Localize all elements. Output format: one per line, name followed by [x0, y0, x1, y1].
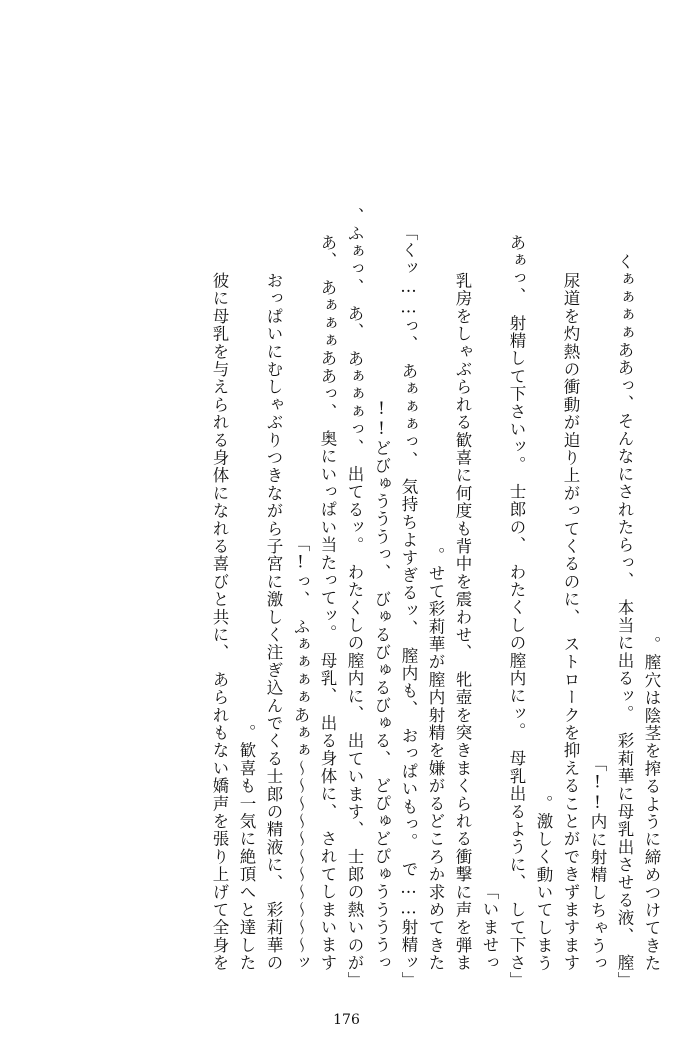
text-column: どびゅうううっ、 びゅるびゅるびゅる、 どぴゅどぴゅううううっ!! [372, 399, 391, 972]
text-column: あ、 あぁぁぁああっ、 奥にいっぱい当たってッ。 母乳、 出る身体に、 されてしまいます [318, 234, 337, 972]
text-column: 「くぁぁぁぁああっ、そんなにされたらっ、 本当に出るッ。 彩莉華に母乳出させる液、 膣 [615, 252, 634, 989]
text-column: 「あぁっ、 射精して下さいッ。 士郎の、 わたくしの膣内にッ。 母乳出るように、 して下さ [507, 233, 526, 989]
text-column: 内に射精しちゃうっ!!」 [588, 754, 607, 972]
text-column: っ、 ふぁぁぁぁあぁぁ～～～～～～～～～～～ッ!」 [291, 535, 310, 972]
text-column: 激しく動いてしまう。 [534, 794, 553, 972]
text-column: 尿道を灼熱の衝動が迫り上がってくるのに、 ストロークを抑えることができずますます [561, 272, 580, 972]
text-column: 歓喜も一気に絶頂へと達した。 [237, 724, 256, 972]
text-column: おっぱいにむしゃぶりつきながら子宮に激しく注ぎ込んでくる士郎の精液に、 彩莉華の [264, 272, 283, 972]
text-column: 「くッ……っ、 あぁぁぁっ、 気持ちよすぎるッ、 膣内も、 おっぱいもっ。 で……射精ッ」 [399, 223, 418, 989]
page-number: 176 [333, 1012, 360, 1028]
text-column: 彼に母乳を与えられる身体になれる喜びと共に、 あられもない嬌声を張り上げて全身を [210, 272, 229, 972]
text-column: いませっ」 [480, 883, 499, 972]
vertical-text-block [40, 42, 661, 989]
text-column: 乳房をしゃぶられる歓喜に何度も背中を震わせ、 牝壺を突きまくられる衝撃に声を弾ま [453, 272, 472, 972]
text-column: せて彩莉華が膣内射精を嫌がるどころか求めてきた。 [426, 547, 445, 972]
text-column: 「ふぁっ、 あ、 あぁぁぁっ、 出てるッ。 わたくしの膣内に、 出ています、 士郎の熱いのが、 [345, 206, 364, 989]
text-column: 膣穴は陰茎を搾るように締めつけてきた。 [642, 635, 661, 972]
